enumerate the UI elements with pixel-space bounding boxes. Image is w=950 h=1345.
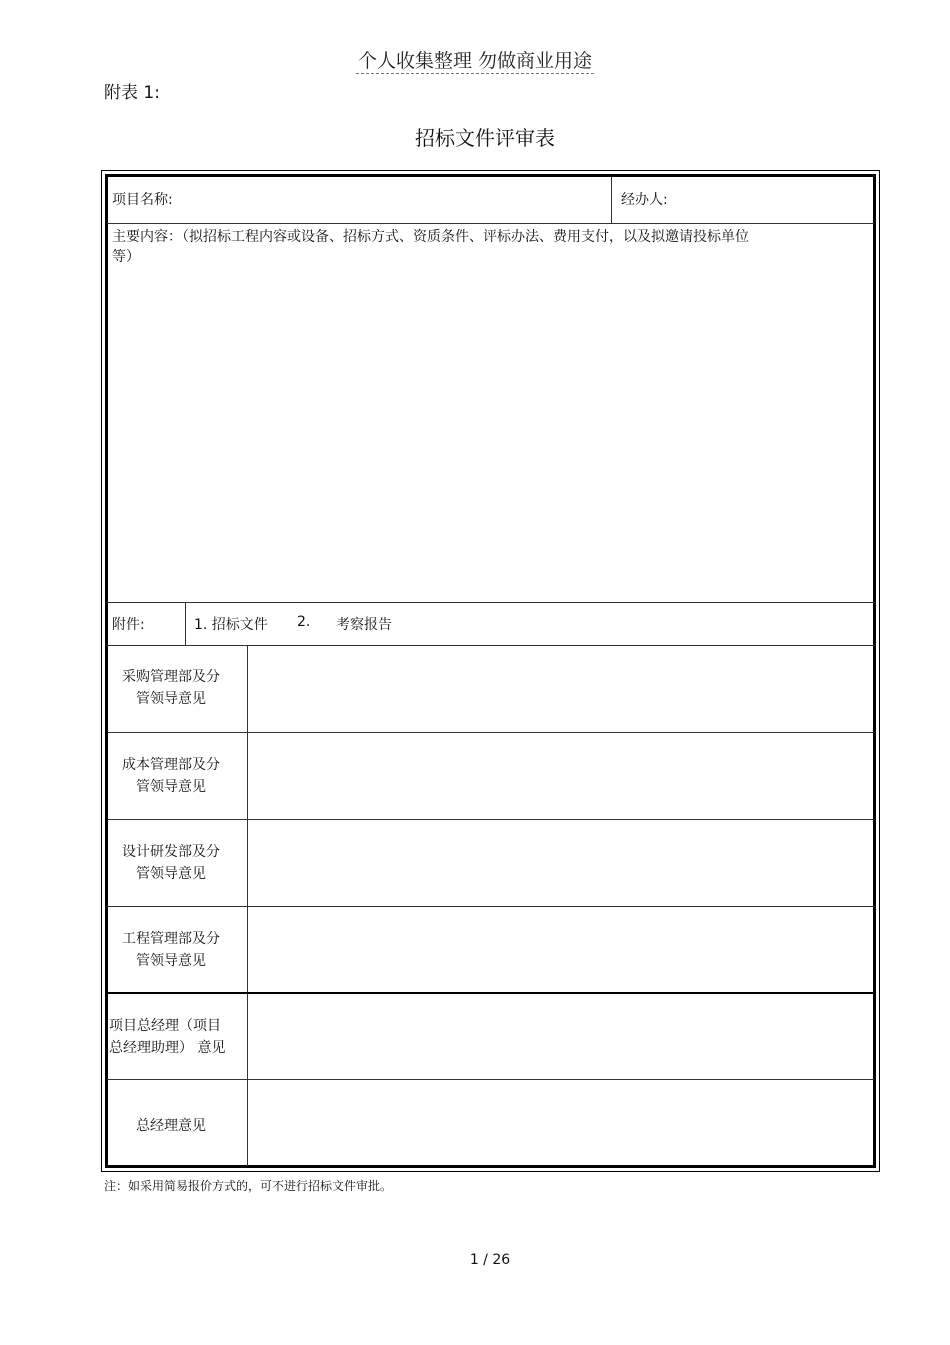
row-divider [107, 645, 874, 646]
project-gm-opinion-label: 项目总经理（项目 总经理助理） 意见 [109, 1018, 226, 1056]
row-divider [107, 223, 874, 224]
gm-opinion-label: 总经理意见 [136, 1118, 206, 1134]
row-divider [107, 732, 874, 733]
page-number: 1 / 26 [469, 1252, 511, 1268]
attachment-item-2-text: 考察报告 [336, 617, 392, 633]
attachment-label: 附件: [112, 617, 145, 633]
attachment-item-2-number: 2. [297, 614, 311, 630]
annex-label: 附表 1: [104, 83, 160, 103]
main-content-label: 主要内容：（拟招标工程内容或设备、招标方式、资质条件、评标办法、费用支付，以及拟邀请投标单位 [112, 229, 749, 245]
project-name-label: 项目名称: [112, 192, 173, 208]
document-title: 招标文件评审表 [415, 126, 555, 150]
row-divider [107, 819, 874, 820]
row-divider-thick [107, 992, 874, 994]
attachment-item-1: 1. 招标文件 [194, 617, 268, 633]
engineering-opinion-label: 工程管理部及分 管领导意见 [122, 931, 220, 969]
row-divider [107, 1079, 874, 1080]
footnote: 注：如采用简易报价方式的，可不进行招标文件审批。 [104, 1179, 393, 1193]
header-note: 个人收集整理 勿做商业用途 [357, 50, 593, 72]
procurement-opinion-label: 采购管理部及分 管领导意见 [122, 669, 220, 707]
row-divider [107, 906, 874, 907]
row-divider [107, 602, 874, 603]
handler-label: 经办人: [621, 192, 668, 208]
column-divider [185, 602, 186, 645]
cost-opinion-label: 成本管理部及分 管领导意见 [122, 757, 220, 795]
column-divider [611, 177, 612, 223]
design-opinion-label: 设计研发部及分 管领导意见 [122, 844, 220, 882]
main-content-label-cont: 等） [112, 249, 140, 265]
